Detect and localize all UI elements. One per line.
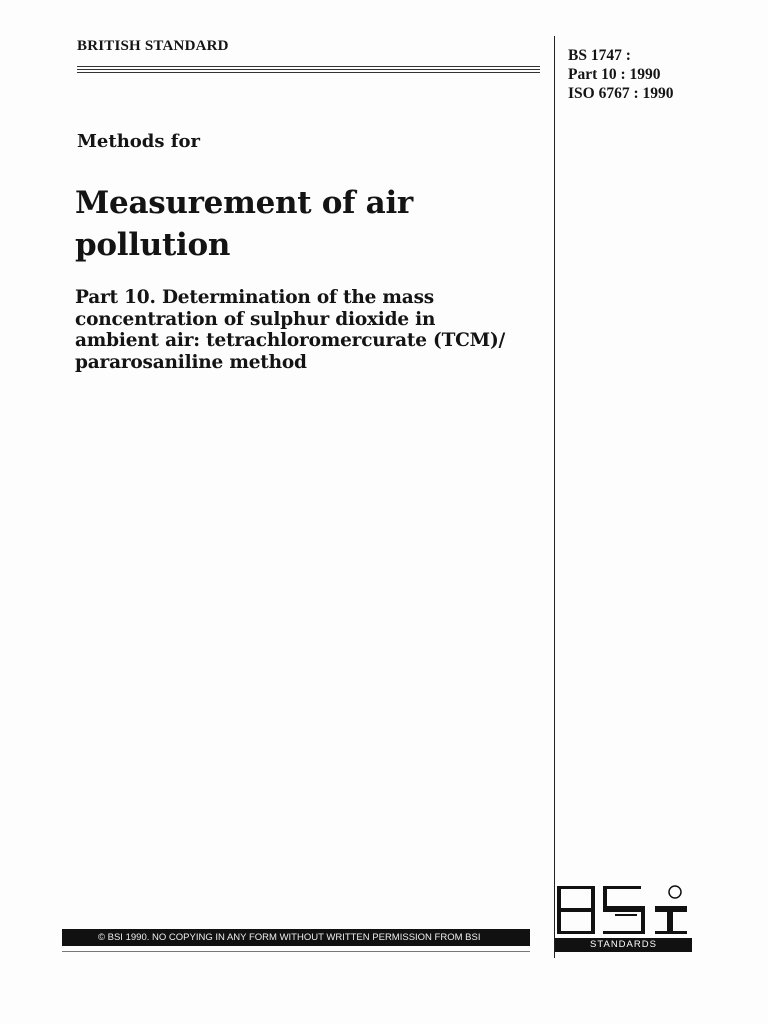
footer-rule	[62, 951, 530, 952]
title-line-1: Measurement of air	[75, 185, 413, 221]
subtitle-line-1: Part 10. Determination of the mass	[75, 287, 435, 308]
document-title	[75, 182, 535, 266]
vertical-divider	[554, 36, 555, 958]
subtitle-line-2: concentration of sulphur dioxide in	[75, 308, 436, 330]
bsi-standards-caption: STANDARDS	[555, 938, 692, 952]
reference-line-3: ISO 6767 : 1990	[568, 85, 674, 102]
intro-text: Methods for	[77, 131, 201, 152]
reference-line-2: Part 10 : 1990	[568, 66, 661, 83]
standard-type-label: BRITISH STANDARD	[77, 38, 229, 54]
header-rule	[77, 66, 540, 76]
subtitle-line-3: ambient air: tetrachloromercurate (TCM)/	[75, 330, 506, 351]
subtitle-line-4: pararosaniline method	[75, 351, 307, 373]
copyright-notice: © BSI 1990. NO COPYING IN ANY FORM WITHOUT WRITTEN PERMISSION FROM BSI	[62, 929, 530, 946]
standard-reference	[568, 46, 674, 103]
document-subtitle	[75, 287, 550, 373]
reference-line-1: BS 1747 :	[568, 47, 631, 64]
title-line-2: pollution	[75, 227, 231, 263]
